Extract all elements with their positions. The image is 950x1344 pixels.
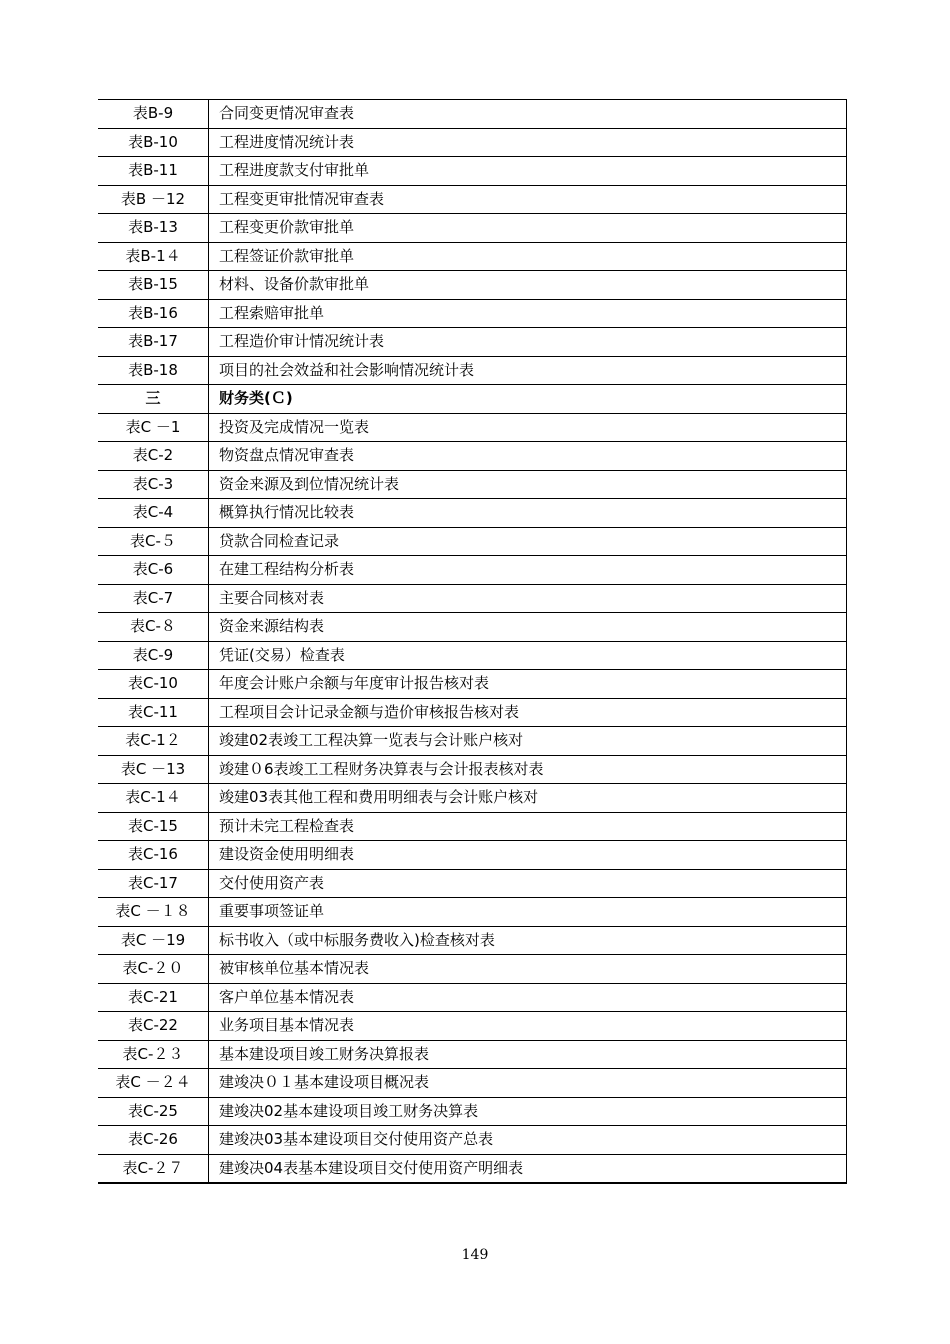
table-row [98, 983, 847, 1012]
table-row [98, 641, 847, 670]
form-code-cell: 表C －1 [98, 413, 209, 442]
table-row [98, 470, 847, 499]
form-code-cell: 表C －２４ [98, 1069, 209, 1098]
form-code-cell: 表B-16 [98, 299, 209, 328]
form-name-cell: 工程项目会计记录金额与造价审核报告核对表 [209, 698, 847, 727]
form-name-cell: 工程进度情况统计表 [209, 128, 847, 157]
form-code-cell: 表B-18 [98, 356, 209, 385]
form-name-cell: 物资盘点情况审查表 [209, 442, 847, 471]
table-row [98, 271, 847, 300]
form-name-cell: 建竣决０１基本建设项目概况表 [209, 1069, 847, 1098]
form-name-cell: 资金来源及到位情况统计表 [209, 470, 847, 499]
form-code-cell: 表C-3 [98, 470, 209, 499]
form-code-cell: 表C-15 [98, 812, 209, 841]
table-row [98, 698, 847, 727]
form-code-cell: 表C-17 [98, 869, 209, 898]
form-code-cell: 表C-22 [98, 1012, 209, 1041]
form-name-cell: 凭证(交易）检查表 [209, 641, 847, 670]
form-name-cell: 基本建设项目竣工财务决算报表 [209, 1040, 847, 1069]
form-name-cell: 竣建02表竣工工程决算一览表与会计账户核对 [209, 727, 847, 756]
table-row [98, 955, 847, 984]
form-name-cell: 项目的社会效益和社会影响情况统计表 [209, 356, 847, 385]
form-code-cell: 表B －12 [98, 185, 209, 214]
form-name-cell: 建设资金使用明细表 [209, 841, 847, 870]
form-name-cell: 工程索赔审批单 [209, 299, 847, 328]
form-code-cell: 表C-21 [98, 983, 209, 1012]
table-row [98, 128, 847, 157]
form-code-cell: 表C-9 [98, 641, 209, 670]
form-name-cell: 材料、设备价款审批单 [209, 271, 847, 300]
table-row [98, 413, 847, 442]
table-row [98, 242, 847, 271]
table-row [98, 214, 847, 243]
form-code-cell: 表B-17 [98, 328, 209, 357]
form-name-cell: 资金来源结构表 [209, 613, 847, 642]
form-code-cell: 表B-13 [98, 214, 209, 243]
form-code-cell: 表C-4 [98, 499, 209, 528]
table-row [98, 670, 847, 699]
form-code-cell: 表C －１８ [98, 898, 209, 927]
form-name-cell: 投资及完成情况一览表 [209, 413, 847, 442]
table-row [98, 442, 847, 471]
form-code-cell: 表C-16 [98, 841, 209, 870]
table-row [98, 100, 847, 129]
form-name-cell: 工程签证价款审批单 [209, 242, 847, 271]
form-code-cell: 表C-２３ [98, 1040, 209, 1069]
table-row [98, 1154, 847, 1183]
form-code-cell: 表C －19 [98, 926, 209, 955]
form-name-cell: 重要事项签证单 [209, 898, 847, 927]
form-code-cell: 表C-1４ [98, 784, 209, 813]
table-row [98, 841, 847, 870]
table-row [98, 1097, 847, 1126]
table-row [98, 527, 847, 556]
form-name-cell: 工程造价审计情况统计表 [209, 328, 847, 357]
form-code-cell: 表C-11 [98, 698, 209, 727]
form-name-cell: 年度会计账户余额与年度审计报告核对表 [209, 670, 847, 699]
table-row [98, 185, 847, 214]
table-row [98, 328, 847, 357]
form-name-cell: 预计未完工程检查表 [209, 812, 847, 841]
form-code-cell: 表C-５ [98, 527, 209, 556]
table-row [98, 784, 847, 813]
form-name-cell: 标书收入（或中标服务费收入)检查核对表 [209, 926, 847, 955]
form-code-cell: 表C-10 [98, 670, 209, 699]
form-code-cell: 三 [98, 385, 209, 414]
form-code-cell: 表C-25 [98, 1097, 209, 1126]
form-name-cell: 交付使用资产表 [209, 869, 847, 898]
form-name-cell: 业务项目基本情况表 [209, 1012, 847, 1041]
form-name-cell: 财务类(Ｃ) [209, 385, 847, 414]
form-code-cell: 表B-10 [98, 128, 209, 157]
form-name-cell: 建竣决02基本建设项目竣工财务决算表 [209, 1097, 847, 1126]
table-row [98, 1012, 847, 1041]
form-code-cell: 表B-15 [98, 271, 209, 300]
table-row [98, 755, 847, 784]
table-row [98, 299, 847, 328]
table-row [98, 356, 847, 385]
form-code-cell: 表C-6 [98, 556, 209, 585]
form-name-cell: 被审核单位基本情况表 [209, 955, 847, 984]
table-row [98, 926, 847, 955]
form-name-cell: 工程变更价款审批单 [209, 214, 847, 243]
form-name-cell: 竣建０6表竣工工程财务决算表与会计报表核对表 [209, 755, 847, 784]
form-name-cell: 在建工程结构分析表 [209, 556, 847, 585]
section-header-row [98, 385, 847, 414]
form-code-cell: 表C-２０ [98, 955, 209, 984]
form-code-cell: 表B-1４ [98, 242, 209, 271]
form-name-cell: 工程进度款支付审批单 [209, 157, 847, 186]
form-name-cell: 合同变更情况审查表 [209, 100, 847, 129]
table-row [98, 584, 847, 613]
form-name-cell: 竣建03表其他工程和费用明细表与会计账户核对 [209, 784, 847, 813]
form-code-cell: 表C-7 [98, 584, 209, 613]
table-row [98, 812, 847, 841]
form-code-cell: 表C-26 [98, 1126, 209, 1155]
form-code-cell: 表C-２７ [98, 1154, 209, 1183]
table-row [98, 1126, 847, 1155]
form-name-cell: 概算执行情况比较表 [209, 499, 847, 528]
form-code-cell: 表B-11 [98, 157, 209, 186]
form-name-cell: 建竣决04表基本建设项目交付使用资产明细表 [209, 1154, 847, 1183]
table-row [98, 613, 847, 642]
form-name-cell: 贷款合同检查记录 [209, 527, 847, 556]
table-row [98, 556, 847, 585]
form-name-cell: 客户单位基本情况表 [209, 983, 847, 1012]
form-name-cell: 主要合同核对表 [209, 584, 847, 613]
form-name-cell: 工程变更审批情况审查表 [209, 185, 847, 214]
form-code-cell: 表C-2 [98, 442, 209, 471]
table-row [98, 157, 847, 186]
form-code-cell: 表C －13 [98, 755, 209, 784]
table-row [98, 898, 847, 927]
form-code-cell: 表C-1２ [98, 727, 209, 756]
table-row [98, 499, 847, 528]
table-row [98, 1069, 847, 1098]
form-code-cell: 表C-８ [98, 613, 209, 642]
form-name-cell: 建竣决03基本建设项目交付使用资产总表 [209, 1126, 847, 1155]
table-row [98, 869, 847, 898]
form-code-cell: 表B-9 [98, 100, 209, 129]
table-body [98, 100, 847, 1184]
page-number: 149 [461, 1247, 489, 1263]
table-row [98, 1040, 847, 1069]
form-index-table [98, 99, 847, 1184]
table-row [98, 727, 847, 756]
